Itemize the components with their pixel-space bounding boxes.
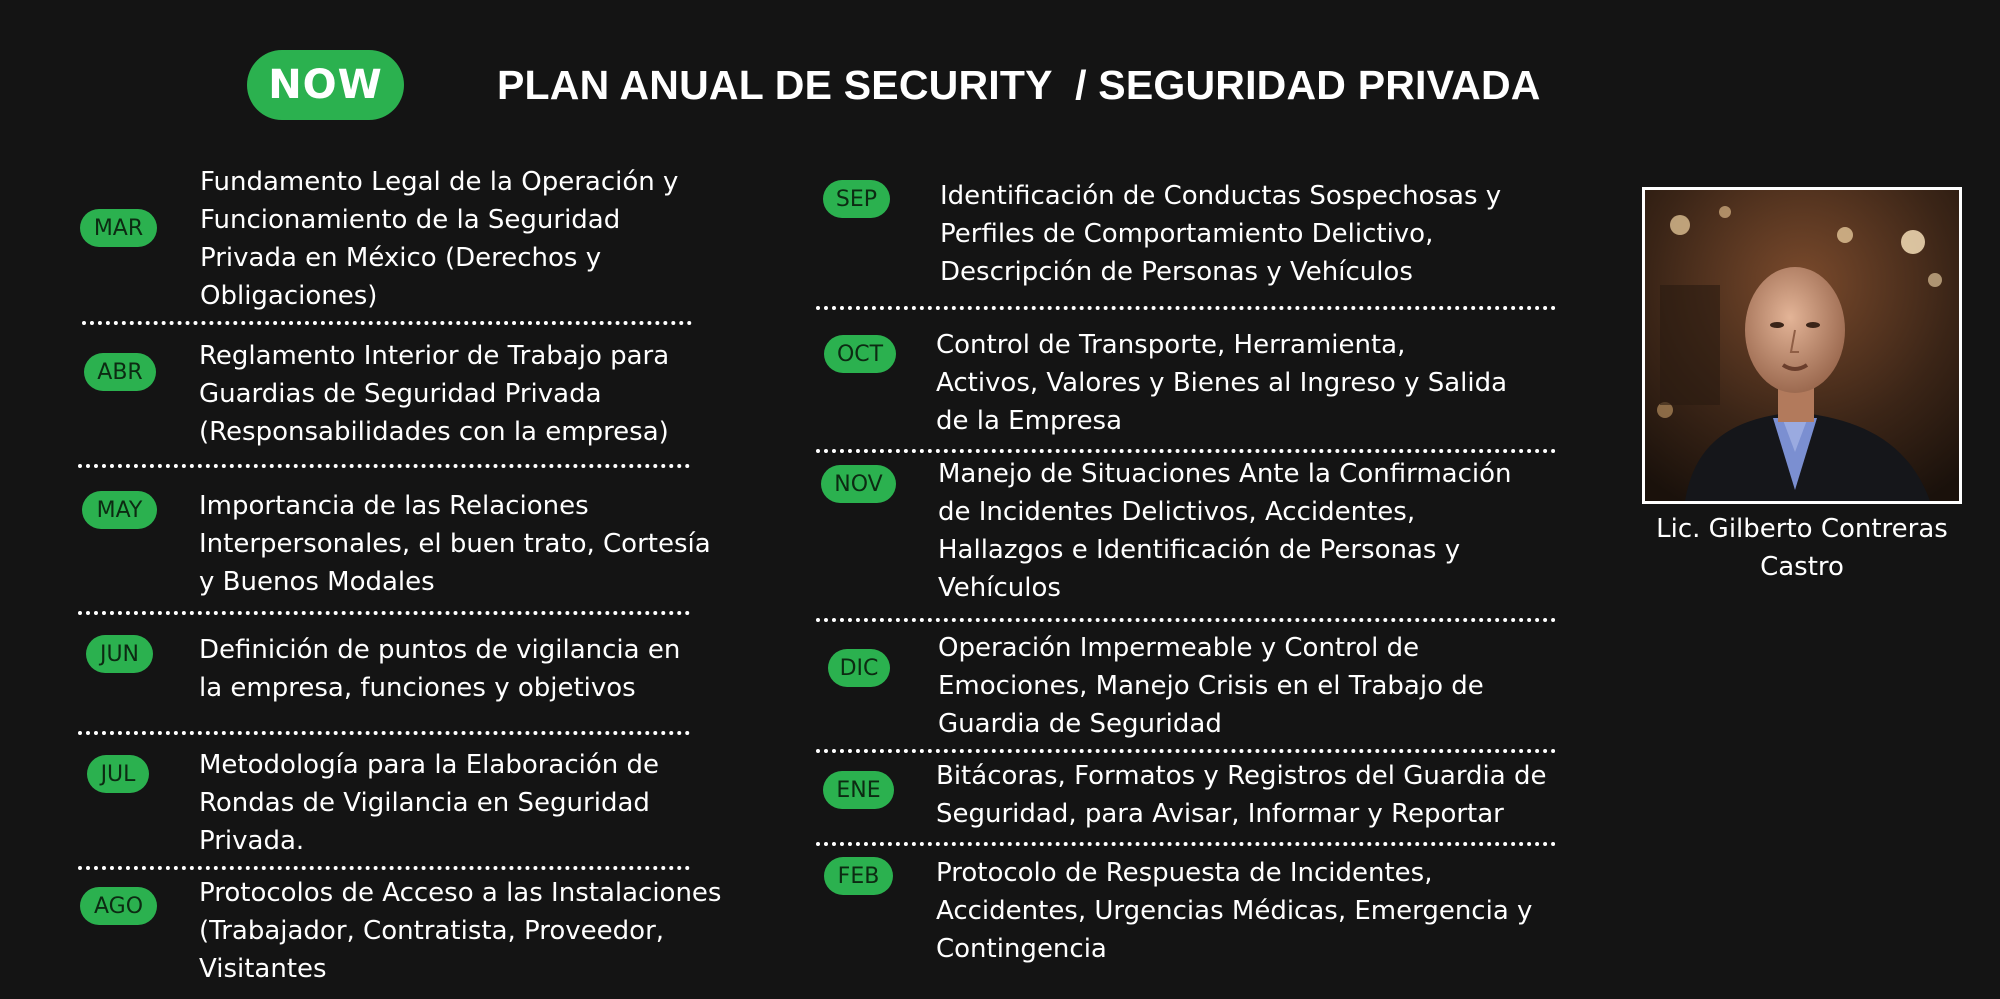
month-badge-may: MAY [82, 491, 157, 529]
month-badge-abr: ABR [84, 353, 156, 391]
month-badge-oct: OCT [824, 335, 896, 373]
divider [816, 842, 1556, 846]
divider [816, 449, 1556, 453]
topic-text-abr: Reglamento Interior de Trabajo para Guardias de Seguridad Privada (Responsabilidades con la empresa) [199, 341, 670, 447]
month-badge-mar: MAR [80, 209, 157, 247]
divider [78, 611, 690, 615]
month-badge-jul: JUL [87, 755, 149, 793]
topic-text-jun: Definición de puntos de vigilancia en la empresa, funciones y objetivos [199, 635, 681, 703]
divider [82, 321, 692, 325]
month-badge-dic: DIC [828, 649, 890, 687]
divider [78, 866, 690, 870]
month-badge-feb: FEB [824, 857, 893, 895]
month-badge-jun: JUN [86, 635, 153, 673]
divider [816, 306, 1556, 310]
divider [816, 618, 1556, 622]
divider [816, 749, 1556, 753]
month-badge-nov: NOV [821, 465, 896, 503]
topic-text-sep: Identificación de Conductas Sospechosas y Perfiles de Comportamiento Delictivo, Descripción de Personas y Vehículos [940, 181, 1502, 287]
month-badge-sep: SEP [823, 180, 890, 218]
page-title: PLAN ANUAL DE SECURITY / SEGURIDAD PRIVADA [497, 62, 1541, 108]
topic-text-may: Importancia de las Relaciones Interpersonales, el buen trato, Cortesía y Buenos Modales [199, 491, 711, 597]
instructor-photo [1642, 187, 1962, 504]
topic-text-mar: Fundamento Legal de la Operación y Funcionamiento de la Seguridad Privada en México (Derechos y Obligaciones) [200, 167, 679, 311]
topic-text-ago: Protocolos de Acceso a las Instalaciones (Trabajador, Contratista, Proveedor, Visitantes [199, 878, 722, 984]
month-badge-ene: ENE [823, 771, 894, 809]
topic-text-dic: Operación Impermeable y Control de Emociones, Manejo Crisis en el Trabajo de Guardia de Seguridad [938, 633, 1484, 739]
topic-text-ene: Bitácoras, Formatos y Registros del Guardia de Seguridad, para Avisar, Informar y Reportar [936, 761, 1547, 829]
topic-text-jul: Metodología para la Elaboración de Rondas de Vigilancia en Seguridad Privada. [199, 750, 660, 856]
now-badge: NOW [247, 50, 404, 120]
instructor-portrait-image [1645, 190, 1959, 501]
month-badge-ago: AGO [80, 887, 157, 925]
divider [78, 464, 690, 468]
topic-text-feb: Protocolo de Respuesta de Incidentes, Accidentes, Urgencias Médicas, Emergencia y Contingencia [936, 858, 1533, 964]
topic-text-nov: Manejo de Situaciones Ante la Confirmación de Incidentes Delictivos, Accidentes, Hallazgos e Identificación de Personas y Vehículos [938, 459, 1512, 603]
instructor-caption: Lic. Gilberto Contreras Castro [1656, 514, 1948, 582]
divider [78, 731, 690, 735]
topic-text-oct: Control de Transporte, Herramienta, Activos, Valores y Bienes al Ingreso y Salida de la Empresa [936, 330, 1508, 436]
